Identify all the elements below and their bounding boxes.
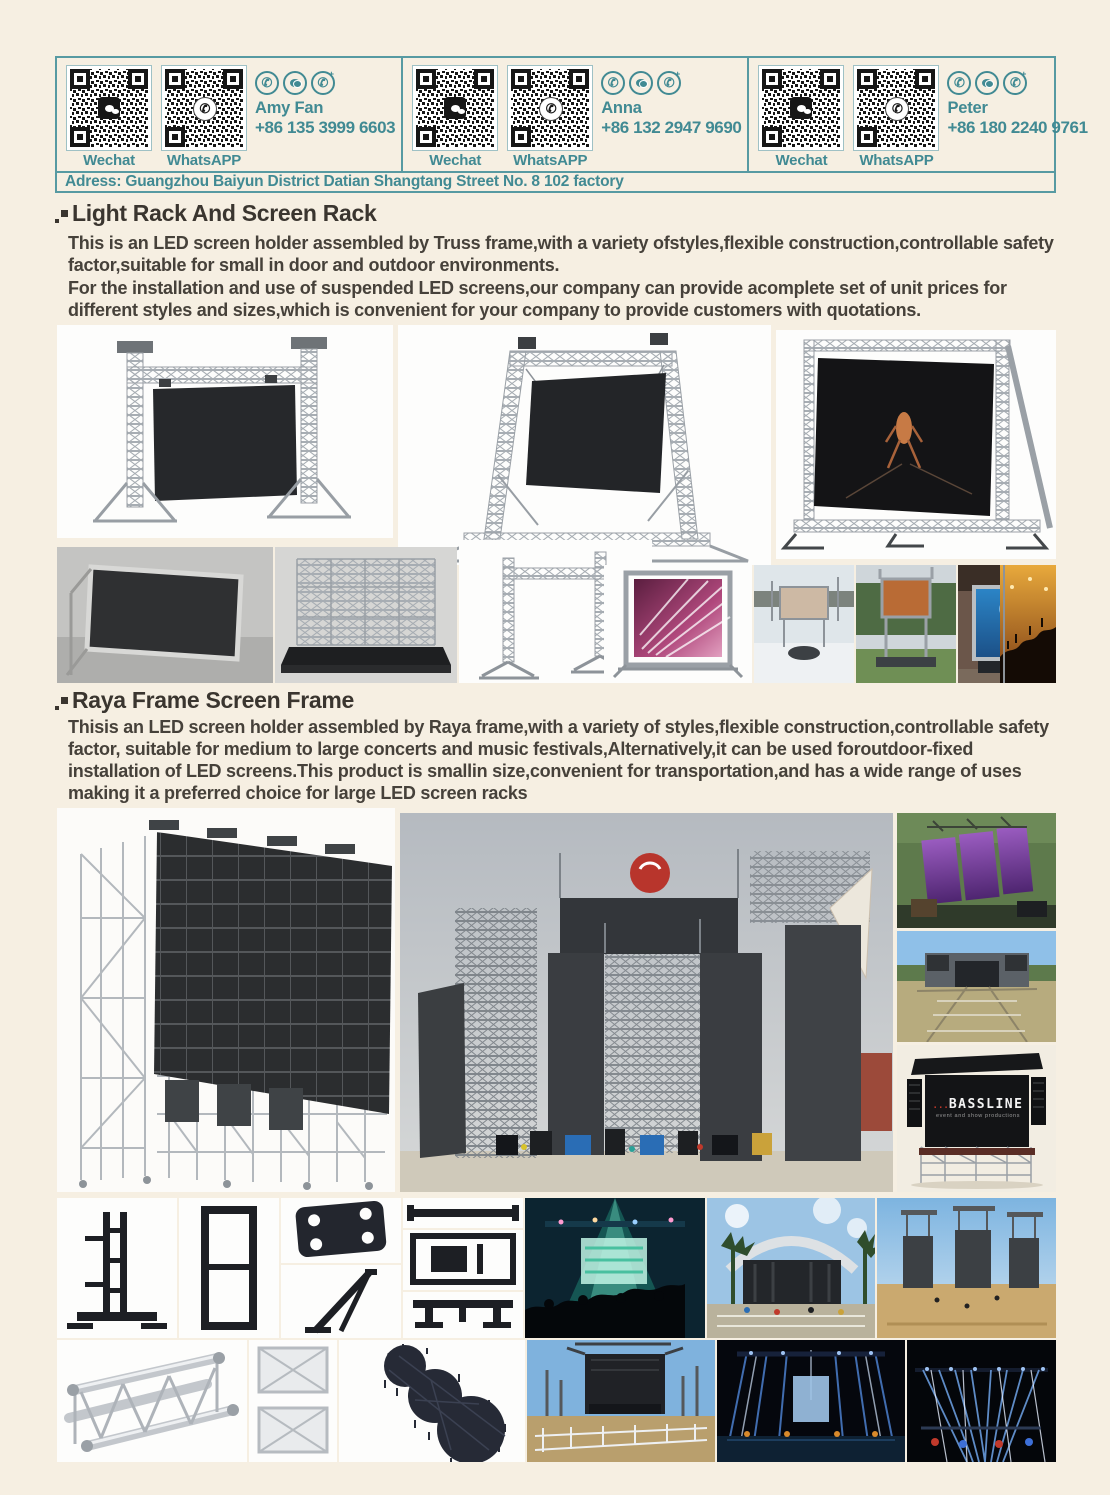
contact-card-anna xyxy=(403,58,749,171)
component-image-rect-frame xyxy=(179,1198,279,1338)
wechat-label: Wechat xyxy=(429,152,482,169)
section1-paragraph-1: This is an LED screen holder assembled by Truss frame,with a variety ofstyles,flexible construction,controllable safety factor,suitable for small in door and outdoor environments. xyxy=(68,233,1054,275)
bassline-tagline: event and show productions xyxy=(935,1113,1021,1119)
component-image-connector-plate xyxy=(281,1198,401,1263)
bassline-brand-name: BASSLINE xyxy=(948,1097,1024,1112)
whatsapp-logo-icon: ✆ xyxy=(539,97,563,121)
contact-phone: +86 132 2947 9690 xyxy=(601,118,742,137)
wechat-qr-code xyxy=(758,65,844,151)
wechat-qr-block xyxy=(65,65,153,169)
product-image-truss-ground-support-1 xyxy=(57,325,393,538)
component-image-slider-frame xyxy=(403,1230,523,1290)
contact-name: Anna xyxy=(601,99,642,117)
bassline-screen-text xyxy=(927,1097,1029,1119)
whatsapp-qr-block xyxy=(160,65,248,169)
photo-night-concert-green-lights xyxy=(525,1198,705,1338)
phone-icon: ✆ xyxy=(947,71,971,95)
wechat-qr-code xyxy=(412,65,498,151)
component-image-support-bar xyxy=(281,1265,401,1338)
phone-icon: ✆ xyxy=(601,71,625,95)
product-image-truss-screen-pink-rays xyxy=(604,565,752,683)
contact-card-peter xyxy=(749,58,1093,171)
whatsapp-logo-icon: ✆ xyxy=(193,97,217,121)
wechat-logo-icon xyxy=(98,97,120,119)
photo-stage-distant-view xyxy=(897,931,1056,1042)
component-image-base-feet xyxy=(403,1292,523,1338)
contacts-row xyxy=(57,58,1088,171)
section2-title: Raya Frame Screen Frame xyxy=(72,687,355,713)
component-image-top-beam xyxy=(403,1198,523,1228)
contact-header xyxy=(55,56,1088,193)
product-image-truss-ground-support-2 xyxy=(398,325,771,565)
contact-card-amy xyxy=(57,58,403,171)
photo-stage-beam-array xyxy=(907,1340,1056,1462)
whatsapp-qr-code xyxy=(161,65,247,151)
wechat-qr-code xyxy=(66,65,152,151)
wechat-logo-icon xyxy=(790,97,812,119)
section1-paragraph-2: For the installation and use of suspended LED screens,our company can provide acomplete set of unit prices for different styles and sizes,which is convenient for your company to provide customers with quotations. xyxy=(68,278,1007,320)
product-image-creative-shaped-led-panel xyxy=(339,1340,525,1462)
product-image-gray-render-screen-wall xyxy=(57,547,273,683)
product-image-truss-screen-frame-dancer xyxy=(776,330,1056,559)
photo-park-led-screen xyxy=(856,565,956,683)
photo-purple-led-screens-outdoor xyxy=(897,813,1056,928)
wechat-label: Wechat xyxy=(775,152,828,169)
photo-stage-rear-barricades xyxy=(527,1340,715,1462)
whatsapp-label: WhatsAPP xyxy=(513,152,588,169)
product-image-raya-frame-render xyxy=(57,808,395,1192)
product-image-truss-cubes xyxy=(249,1340,337,1462)
whatsapp-icon: ✆ + xyxy=(1003,71,1027,95)
product-image-bassline-mobile-screen xyxy=(897,1045,1056,1192)
whatsapp-qr-code xyxy=(507,65,593,151)
product-image-gray-render-truss-frame xyxy=(275,547,457,683)
contact-name: Amy Fan xyxy=(255,99,324,117)
whatsapp-icon: ✆ + xyxy=(311,71,335,95)
product-image-aluminum-truss-segment xyxy=(57,1340,247,1462)
wechat-icon xyxy=(629,71,653,95)
contact-name: Peter xyxy=(947,99,988,117)
bassline-dots: ... xyxy=(932,1101,949,1111)
wechat-label: Wechat xyxy=(83,152,135,169)
contact-phone: +86 135 3999 6603 xyxy=(255,118,396,137)
photo-outdoor-screen-snow xyxy=(754,565,854,683)
whatsapp-label: WhatsAPP xyxy=(166,152,242,169)
photo-desert-screen-structures xyxy=(877,1198,1056,1338)
section-bullet-icon xyxy=(55,210,68,223)
phone-icon: ✆ xyxy=(255,71,279,95)
wechat-icon xyxy=(283,71,307,95)
photo-festival-stage-scaffold xyxy=(400,813,893,1192)
photo-stage-blue-beams-screen xyxy=(717,1340,905,1462)
whatsapp-qr-code xyxy=(853,65,939,151)
section1-title: Light Rack And Screen Rack xyxy=(72,200,377,226)
wechat-icon xyxy=(975,71,999,95)
component-image-vertical-stand xyxy=(57,1198,177,1338)
contact-phone: +86 180 2240 9761 xyxy=(947,118,1088,137)
whatsapp-icon: ✆ + xyxy=(657,71,681,95)
address-bar: Adress: Guangzhou Baiyun District Datian Shangtang Street No. 8 102 factory xyxy=(57,171,1054,191)
whatsapp-label: WhatsAPP xyxy=(859,152,934,169)
photo-arched-stage-palms xyxy=(707,1198,875,1338)
whatsapp-logo-icon: ✆ xyxy=(885,97,909,121)
photo-concert-crowd-screen xyxy=(1000,565,1056,683)
section-bullet-icon xyxy=(55,697,68,710)
section2-paragraph: Thisis an LED screen holder assembled by Raya frame,with a variety of styles,flexible construction,controllable safety factor, suitable for medium to large concerts and music festivals,Alternatively,it can be used foroutdoor-fixed installation of LED screens.This product is smallin size,convenient for transportation,and has a wide range of uses making it a preferred choice for large LED screen racks xyxy=(68,717,1049,803)
wechat-logo-icon xyxy=(444,97,466,119)
